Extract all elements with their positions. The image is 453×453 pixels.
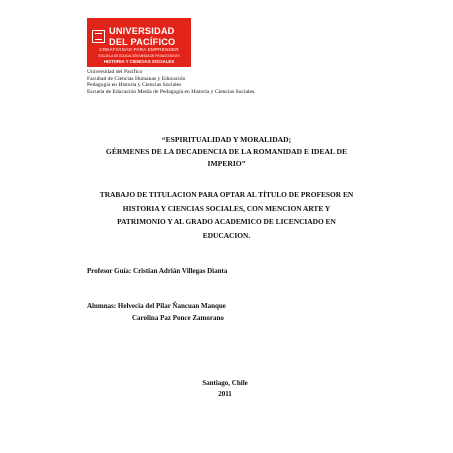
subtitle-line-4: EDUCACION. (202, 230, 251, 240)
logo-slogan: CREATIVIDAD PARA EMPRENDER (99, 47, 179, 52)
header-faculty: Facultad de Ciencias Humanas y Educación (87, 75, 186, 82)
students-line-2: Carolina Paz Ponce Zamorano (132, 314, 224, 322)
logo-name-line-2: DEL PACÍFICO (109, 36, 176, 47)
header-school: Escuela de Educación Media de Pedagogía en Historia y Ciencias Sociales. (87, 88, 256, 95)
place: Santiago, Chile (202, 379, 248, 387)
university-seal-icon (92, 30, 105, 43)
place-date (150, 378, 300, 400)
header-program: Pedagogía en Historia y Ciencias Sociales (87, 82, 182, 88)
logo-university-name (109, 26, 175, 47)
guide-professor: Profesor Guía: Cristian Adrián Villegas Dianta (87, 267, 228, 275)
thesis-title (60, 134, 393, 170)
title-line-3: IMPERIO” (207, 159, 246, 168)
header-university: Universidad del Pacífico (87, 69, 143, 75)
year: 2011 (218, 390, 232, 398)
logo-tagline-1: ESCUELA DE EDUCACIÓN MEDIA DE PEDAGOGÍA EN (98, 54, 180, 58)
subtitle-line-3: PATRIMONIO Y AL GRADO ACADEMICO DE LICENCIADO EN (117, 217, 336, 226)
subtitle-line-1: TRABAJO DE TITULACION PARA OPTAR AL TÍTULO DE PROFESOR EN (99, 190, 354, 199)
university-logo (87, 18, 191, 67)
subtitle-line-2: HISTORIA Y CIENCIAS SOCIALES, CON MENCION ARTE Y (122, 203, 331, 213)
students-line-1: Alumnas: Helvecia del Pilar Ñancuan Manque (87, 302, 226, 310)
logo-name-line-1: UNIVERSIDAD (109, 26, 175, 36)
title-line-2: GÉRMENES DE LA DECADENCIA DE LA ROMANIDAD E IDEAL DE (105, 147, 348, 156)
thesis-subtitle (60, 188, 393, 242)
logo-tagline-2: HISTORIA Y CIENCIAS SOCIALES (103, 58, 175, 64)
title-line-1: “ESPIRITUALIDAD Y MORALIDAD; (161, 135, 292, 144)
